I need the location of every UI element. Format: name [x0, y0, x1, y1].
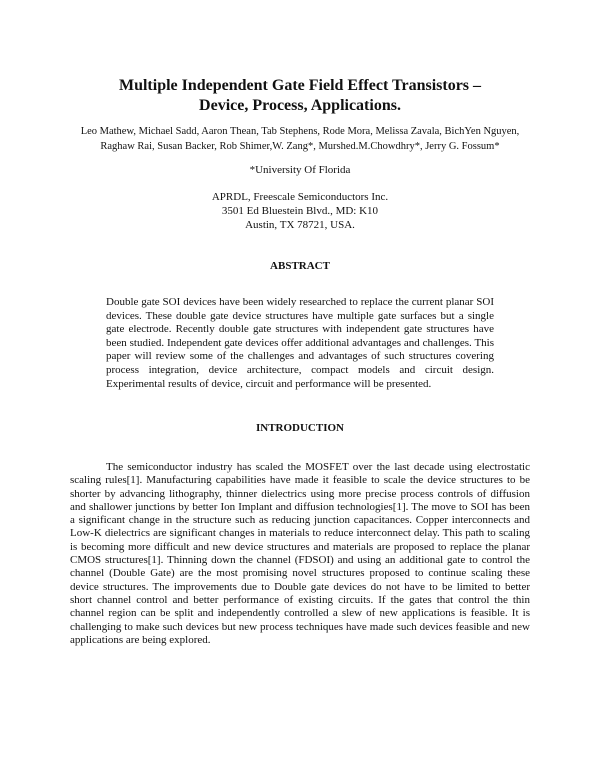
- authors-line-2: Raghaw Rai, Susan Backer, Rob Shimer,W. Zang*, Murshed.M.Chowdhry*, Jerry G. Fossum*: [100, 140, 500, 152]
- paper-title: [60, 76, 540, 116]
- address-line-2: 3501 Ed Bluestein Blvd., MD: K10: [221, 205, 379, 217]
- introduction-heading: INTRODUCTION: [255, 422, 344, 434]
- affiliation: *University Of Florida: [249, 164, 351, 176]
- address-line-1: APRDL, Freescale Semiconductors Inc.: [211, 191, 389, 203]
- title-line-1: Multiple Independent Gate Field Effect Transistors –: [118, 77, 482, 94]
- address-line-3: Austin, TX 78721, USA.: [245, 219, 355, 231]
- abstract-heading: ABSTRACT: [270, 260, 330, 272]
- introduction-text: The semiconductor industry has scaled the MOSFET over the last decade using electrostatic scaling rules[1]. Manufacturing capabilities have made it feasible to scale the device structures to be shorter by advancing lithography, thinner dielectrics using more precise process controls of diffusion and shallower junctions by better Ion Implant and diffusion technologies[1]. The move to SOI has been a significant change in the structure such as reducing junction capacitances. Copper interconnects and Low-K dielectrics are significant changes in materials to reduce interconnect delay. This path to scaling is becoming more difficult and new device structures and materials are proposed to replace the planar CMOS structures[1]. Thinning down the channel (FDSOI) and using an additional gate to control the channel (Double Gate) are the most promising novel structures proposed to continue scaling these device structures. The improvements due to Double gate devices do not have to be limited to better short channel control and better performance of existing circuits. If the gates that control the thin channel region can be split and independently controlled a slew of new applications is feasible. It is challenging to make such devices but new process techniques have made such devices feasible and new applications are being explored.: [70, 461, 530, 646]
- abstract-text: Double gate SOI devices have been widely researched to replace the current planar SOI devices. These double gate device structures have multiple gate surfaces but a single gate electrode. Recently double gate structures with independent gate structures have been studied. Independent gate devices offer additional advantages and challenges. This paper will review some of the challenges and advantages of such structures covering process integration, device architecture, compact models and circuit design. Experimental results of device, circuit and performance will be presented.: [106, 296, 494, 390]
- title-line-2: Device, Process, Applications.: [199, 97, 401, 114]
- institution-address: [100, 190, 500, 232]
- authors-line-1: Leo Mathew, Michael Sadd, Aaron Thean, Tab Stephens, Rode Mora, Melissa Zavala, BichYen Nguyen,: [80, 126, 520, 137]
- author-list: [50, 125, 550, 154]
